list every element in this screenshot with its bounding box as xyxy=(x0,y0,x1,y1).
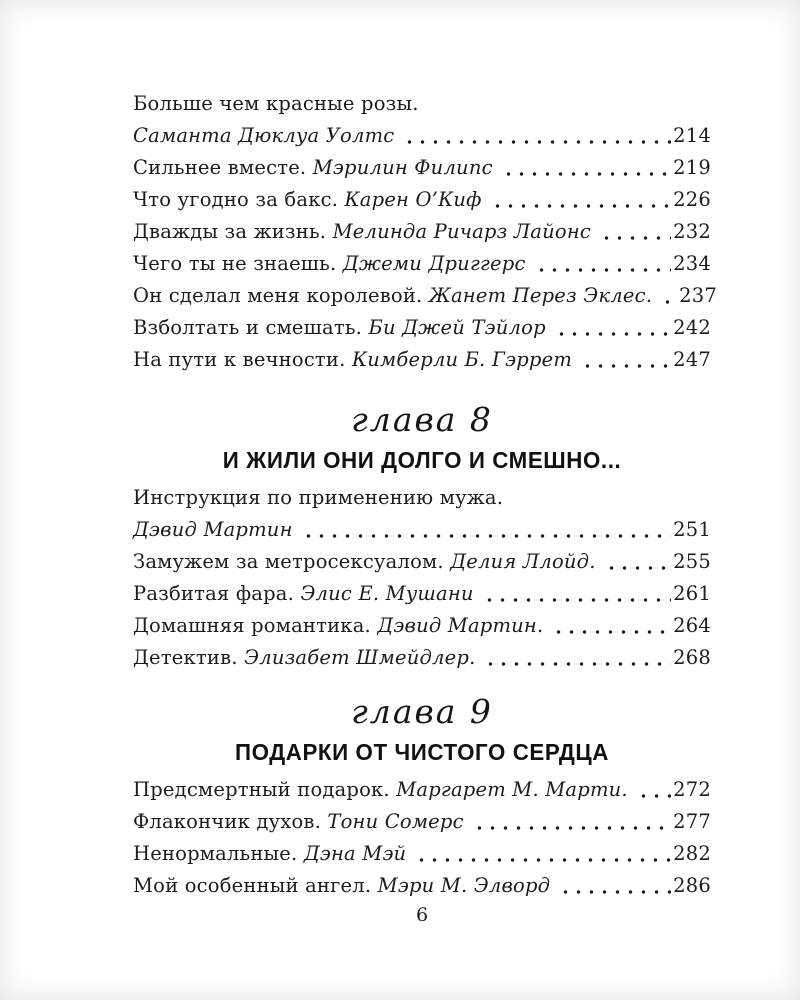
entry-text xyxy=(133,838,406,870)
entry-title: На пути к вечности. xyxy=(133,348,346,371)
dot-leader xyxy=(553,312,671,344)
entry-page-number: 286 xyxy=(673,874,711,897)
table-of-contents xyxy=(133,88,717,928)
entry-text xyxy=(133,806,464,838)
toc-entry xyxy=(133,610,711,642)
entry-page-number: 232 xyxy=(673,220,711,243)
entry-text xyxy=(133,610,543,642)
entry-author: Дэвид Мартин xyxy=(133,518,293,541)
entry-page-number: 277 xyxy=(673,810,711,833)
toc-section xyxy=(133,400,711,674)
entry-author: Джеми Дриггерс xyxy=(342,252,526,275)
dot-leader xyxy=(659,280,677,312)
chapter-label: глава 9 xyxy=(351,692,493,731)
dot-leader xyxy=(300,514,672,546)
entry-title: Мой особенный ангел. xyxy=(133,874,372,897)
entry-text xyxy=(133,184,482,216)
dot-leader xyxy=(603,546,672,578)
entry-title: Дважды за жизнь. xyxy=(133,220,327,243)
entry-title: Он сделал меня королевой. xyxy=(133,284,423,307)
entry-author: Элизабет Шмейдлер. xyxy=(244,646,476,669)
entry-title: Замужем за метросексуалом. xyxy=(133,550,444,573)
toc-entry xyxy=(133,546,711,578)
entry-page-number: 264 xyxy=(673,614,711,637)
dot-leader xyxy=(598,216,671,248)
toc-entry xyxy=(133,578,711,610)
entry-author: Дэна Мэй xyxy=(303,842,407,865)
toc-entry xyxy=(133,344,711,376)
entry-page-number: 219 xyxy=(673,156,711,179)
entry-title: Что угодно за бакс. xyxy=(133,188,339,211)
page-number: 6 xyxy=(415,904,429,926)
chapter-entries xyxy=(133,774,711,902)
entry-text xyxy=(133,344,572,376)
toc-entry xyxy=(133,838,711,870)
entry-page-number: 214 xyxy=(673,124,711,147)
entry-title: Чего ты не знаешь. xyxy=(133,252,337,275)
entry-author: Делия Ллойд. xyxy=(450,550,596,573)
entry-page-number: 268 xyxy=(673,646,711,669)
entry-page-number: 251 xyxy=(673,518,711,541)
entry-page-number: 242 xyxy=(673,316,711,339)
dot-leader xyxy=(533,248,672,280)
chapter-label: глава 8 xyxy=(351,400,493,439)
entry-text xyxy=(133,248,526,280)
toc-entry xyxy=(133,88,711,152)
entry-text xyxy=(133,870,550,902)
entry-text xyxy=(133,642,475,674)
dot-leader xyxy=(635,774,671,806)
entry-author: Дэвид Мартин. xyxy=(377,614,544,637)
dot-leader xyxy=(413,838,671,870)
dot-leader xyxy=(579,344,671,376)
entry-page-number: 234 xyxy=(673,252,711,275)
entry-author: Саманта Дюклуа Уолтс xyxy=(133,124,395,147)
toc-entry xyxy=(133,184,711,216)
chapter-entries xyxy=(133,482,711,674)
entry-title: Домашняя романтика. xyxy=(133,614,371,637)
entry-text xyxy=(133,774,628,806)
entry-author: Жанет Перез Эклес. xyxy=(428,284,653,307)
entry-author: Мэри М. Элворд xyxy=(377,874,551,897)
entry-page-number: 226 xyxy=(673,188,711,211)
entry-author: Тони Сомерс xyxy=(327,810,464,833)
entry-title: Флакончик духов. xyxy=(133,810,321,833)
entry-author: Кимберли Б. Гэррет xyxy=(351,348,573,371)
toc-entry xyxy=(133,870,711,902)
dot-leader xyxy=(481,578,672,610)
dot-leader xyxy=(489,184,672,216)
chapter-title: И ЖИЛИ ОНИ ДОЛГО И СМЕШНО... xyxy=(222,447,622,473)
toc-entry xyxy=(133,806,711,838)
entry-title: Инструкция по применению мужа. xyxy=(133,486,504,509)
entry-author: Мэрилин Филипс xyxy=(312,156,493,179)
entry-page-number: 272 xyxy=(673,778,711,801)
toc-entry xyxy=(133,248,711,280)
entry-text xyxy=(133,216,591,248)
toc-entry xyxy=(133,216,711,248)
entry-title: Разбитая фара. xyxy=(133,582,295,605)
dot-leader xyxy=(550,610,671,642)
toc-entry xyxy=(133,280,717,312)
entry-page-number: 282 xyxy=(673,842,711,865)
toc-entry xyxy=(133,642,711,674)
entry-author: Элис Е. Мушани xyxy=(300,582,474,605)
entry-author: Карен О’Киф xyxy=(344,188,482,211)
entry-page-number: 261 xyxy=(673,582,711,605)
toc-entry xyxy=(133,774,711,806)
dot-leader xyxy=(500,152,671,184)
entry-text xyxy=(133,578,474,610)
dot-leader xyxy=(482,642,671,674)
entry-author: Би Джей Тэйлор xyxy=(368,316,546,339)
toc-entry xyxy=(133,482,711,546)
entry-page-number: 237 xyxy=(679,284,717,307)
toc-entry xyxy=(133,152,711,184)
entry-text xyxy=(133,546,596,578)
dot-leader xyxy=(401,120,671,152)
toc-section xyxy=(133,88,717,376)
entry-text xyxy=(133,280,652,312)
dot-leader xyxy=(557,870,671,902)
entry-title: Предсмертный подарок. xyxy=(133,778,390,801)
entry-page-number: 255 xyxy=(673,550,711,573)
toc-section xyxy=(133,692,711,902)
entry-text xyxy=(133,152,493,184)
dot-leader xyxy=(471,806,671,838)
entry-title: Взболтать и смешать. xyxy=(133,316,363,339)
entry-author: Маргарет М. Марти. xyxy=(396,778,628,801)
entry-page-number: 247 xyxy=(673,348,711,371)
entry-text xyxy=(133,312,546,344)
toc-entry xyxy=(133,312,711,344)
entry-title: Детектив. xyxy=(133,646,238,669)
entry-title: Ненормальные. xyxy=(133,842,298,865)
entry-title: Больше чем красные розы. xyxy=(133,92,419,115)
chapter-title: ПОДАРКИ ОТ ЧИСТОГО СЕРДЦА xyxy=(235,739,609,765)
entry-author: Мелинда Ричарз Лайонс xyxy=(332,220,592,243)
entry-title: Сильнее вместе. xyxy=(133,156,307,179)
